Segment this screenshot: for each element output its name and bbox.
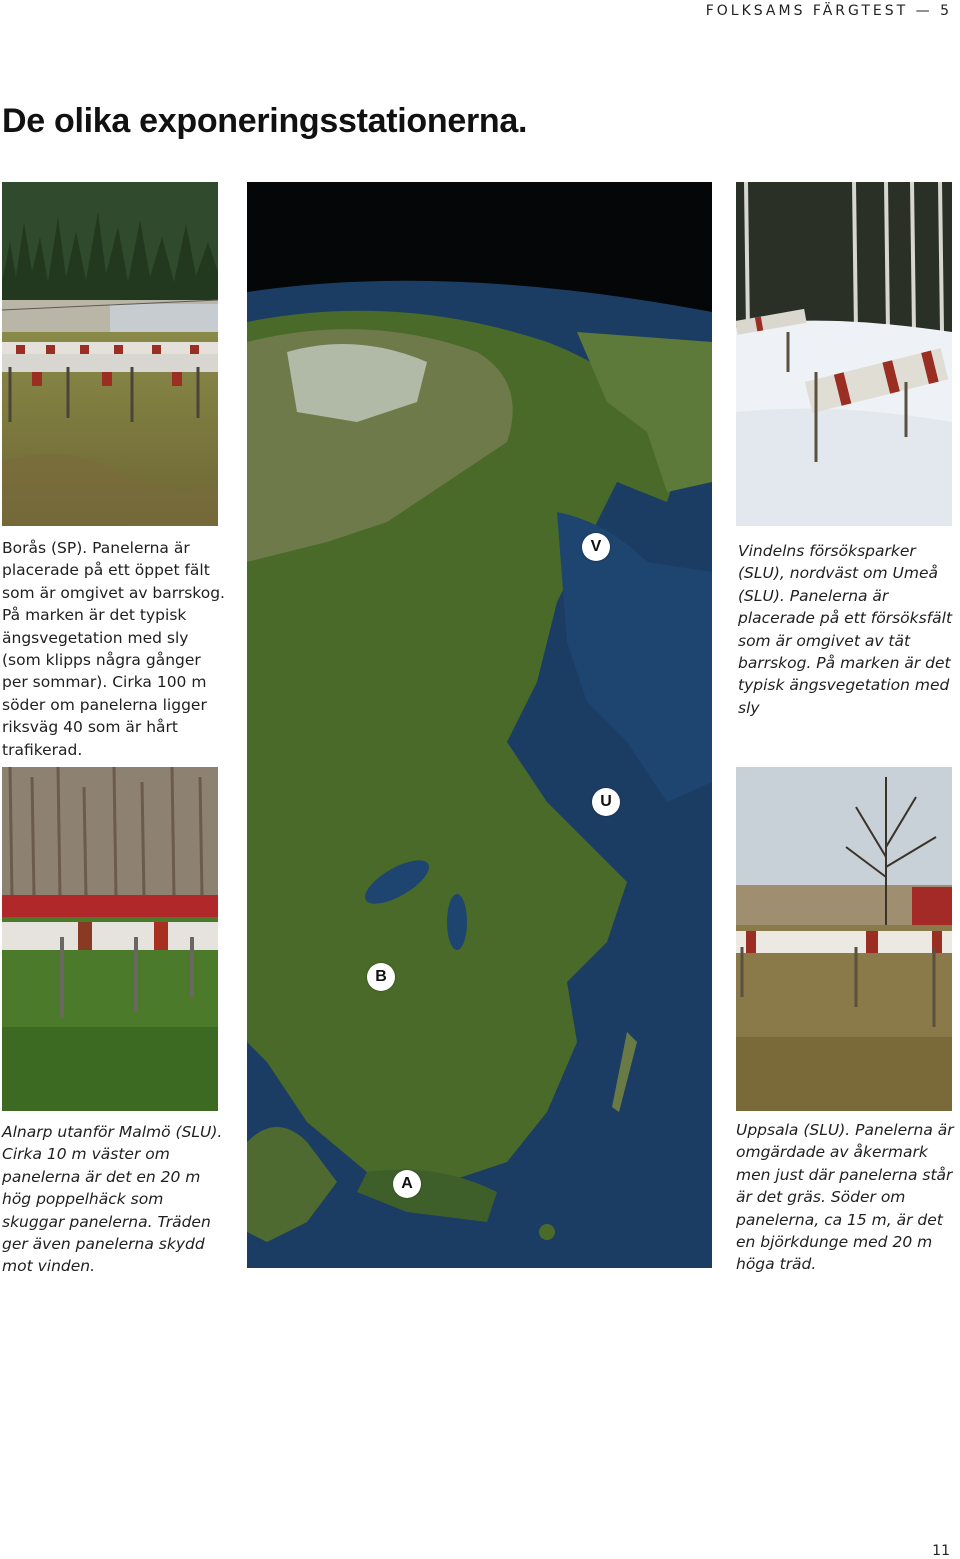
photo-boras — [2, 182, 218, 526]
page-number: 11 — [932, 1543, 950, 1559]
map-marker-a: A — [393, 1170, 421, 1198]
map-marker-u: U — [592, 788, 620, 816]
caption-alnarp: Alnarp utanför Malmö (SLU). Cirka 10 m väster om panelerna är det en 20 m hög poppelhäck som skuggar panelerna. Träden ger även panelerna skydd mot vinden. — [2, 1123, 223, 1276]
photo-alnarp — [2, 767, 218, 1111]
caption-uppsala: Uppsala (SLU). Panelerna är omgärdade av åkermark men just där panelerna står är det gräs. Söder om panelerna, ca 15 m, är det en björkdunge med 20 m höga träd. — [736, 1121, 954, 1274]
photo-uppsala — [736, 767, 952, 1111]
map-marker-v: V — [582, 533, 610, 561]
satellite-map — [247, 182, 712, 1268]
map-marker-b: B — [367, 963, 395, 991]
photo-vindeln — [736, 182, 952, 526]
running-header: FOLKSAMS FÄRGTEST — 5 — [705, 3, 952, 19]
page-title: De olika exponeringsstationerna. — [2, 102, 528, 140]
caption-vindeln: Vindelns försöksparker (SLU), nordväst om Umeå (SLU). Panelerna är placerade på ett försöksfält som är omgivet av tät barrskog. På marken är det typisk ängsvegetation med sly — [738, 542, 953, 717]
caption-boras: Borås (SP). Panelerna är placerade på ett öppet fält som är omgivet av barrskog. På marken är det typisk ängsvegetation med sly (som klipps några gånger per sommar). Cirka 100 m söder om panelerna ligger riksväg 40 som är hårt trafikerad. — [2, 539, 225, 759]
